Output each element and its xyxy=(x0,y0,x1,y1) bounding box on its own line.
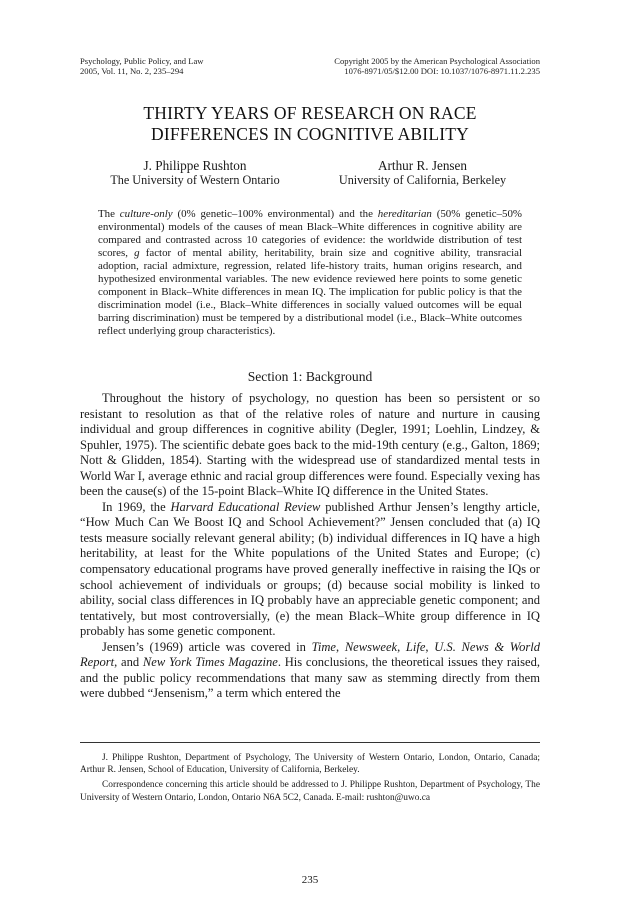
running-head-right xyxy=(334,56,540,76)
article-title xyxy=(60,103,560,145)
correspondence-note: Correspondence concerning this article should be addressed to J. Philippe Rushton, Department of Psychology, The University of Western Ontario, London, Ontario N6A 5C2, Canada. E-mail: rushton@uwo.ca xyxy=(80,780,540,803)
copyright-line: Copyright 2005 by the American Psychological Association xyxy=(334,56,540,66)
separator: , xyxy=(336,639,345,654)
author-name: J. Philippe Rushton xyxy=(143,158,247,173)
paragraph-3 xyxy=(80,640,540,702)
magazine-nyt: New York Times Magazine xyxy=(142,655,278,670)
journal-name: Psychology, Public Policy, and Law xyxy=(80,56,204,66)
page-number: 235 xyxy=(301,874,319,886)
section-heading: Section 1: Background xyxy=(247,369,373,384)
paragraph-2 xyxy=(80,500,540,640)
abstract xyxy=(98,208,522,338)
journal-volume: 2005, Vol. 11, No. 2, 235–294 xyxy=(80,66,184,76)
paragraph-text: Jensen’s (1969) article was covered in xyxy=(102,639,312,654)
separator: , xyxy=(397,639,406,654)
journal-title-her: Harvard Educational Review xyxy=(170,499,321,514)
author-affiliation: The University of Western Ontario xyxy=(110,173,280,187)
author-name: Arthur R. Jensen xyxy=(377,158,467,173)
abstract-text: factor of mental ability, heritability, brain size and cognitive ability, transracial adoption, racial admixture, regression, related life-history traits, human origins research, and hypothesized environmental variables. The new evidence reviewed here points to some genetic component in Black–White differences in mean IQ. The implication for public policy is that the discrimination model (i.e., Black–White differences in socially valued outcomes will be equal barring discrimination) must be tempered by a distributional model (i.e., Black–White outcomes reflect underlying group characteristics). xyxy=(98,247,522,338)
paragraph-text: In 1969, the xyxy=(102,499,171,514)
author-block-2 xyxy=(305,158,540,188)
magazine-time: Time xyxy=(311,639,336,654)
paragraph-text: . His conclusions, the theoretical issues they raised, and the public policy recommendations that many saw as stemming directly from them were dubbed “Jensenism,” a term which entered the xyxy=(80,655,540,701)
paragraph-1: Throughout the history of psychology, no question has been so persistent or so resistant to resolution as that of the relative roles of nature and nurture in causing individual and group differences in cognitive ability (Degler, 1991; Loehlin, Lindzey, & Spuhler, 1975). The scientific debate goes back to the mid-19th century (e.g., Galton, 1869; Nott & Glidden, 1854). Starting with the widespread use of standardized mental tests in World War I, average ethnic and racial group differences were found. Especially vexing has been the cause(s) of the 15-point Black–White IQ difference in the United States. xyxy=(80,391,540,499)
author-block-1 xyxy=(80,158,310,188)
separator: , xyxy=(425,639,435,654)
footnotes xyxy=(80,752,540,807)
magazine-life: Life xyxy=(405,639,426,654)
separator: , and xyxy=(114,655,143,670)
abstract-term-g: g xyxy=(134,247,140,260)
abstract-text: The xyxy=(98,208,120,220)
magazine-newsweek: Newsweek xyxy=(344,639,398,654)
abstract-text: (0% genetic–100% environmental) and the xyxy=(172,208,378,220)
title-line-1: THIRTY YEARS OF RESEARCH ON RACE xyxy=(143,103,477,123)
paragraph-text: published Arthur Jensen’s lengthy article, “How Much Can We Boost IQ and School Achievement?” Jensen concluded that (a) IQ tests measure socially relevant general ability; (b) individual differences in IQ have a high heritability, at least for the White populations of the United States and Europe; (c) compensatory educational programs have proved generally ineffective in raising the IQs or school achievement of individuals or groups; (d) because social mobility is linked to ability, social class differences in IQ probably have an appreciable genetic component; and tentatively, but most controversially, (e) the mean Black–White group difference in IQ probably has some genetic component. xyxy=(80,499,540,639)
abstract-term-hereditarian: hereditarian xyxy=(377,208,432,220)
title-line-2: DIFFERENCES IN COGNITIVE ABILITY xyxy=(151,124,469,144)
abstract-term-culture-only: culture-only xyxy=(119,208,173,220)
footnote-divider xyxy=(80,742,540,743)
running-head-left xyxy=(80,56,203,76)
magazine-usnews: U.S. News & World Report xyxy=(80,639,541,670)
doi-line: 1076-8971/05/$12.00 DOI: 10.1037/1076-8971.11.2.235 xyxy=(344,66,540,76)
abstract-text: (50% genetic–50% environmental) models of the causes of mean Black–White differences in cognitive ability are compared and contrasted across 10 categories of evidence: the worldwide distribution of test scores, xyxy=(98,208,523,260)
author-note: J. Philippe Rushton, Department of Psychology, The University of Western Ontario, London, Ontario, Canada; Arthur R. Jensen, School of Education, University of California, Berkeley. xyxy=(80,753,540,776)
body-text xyxy=(80,391,540,702)
author-affiliation: University of California, Berkeley xyxy=(338,173,507,187)
